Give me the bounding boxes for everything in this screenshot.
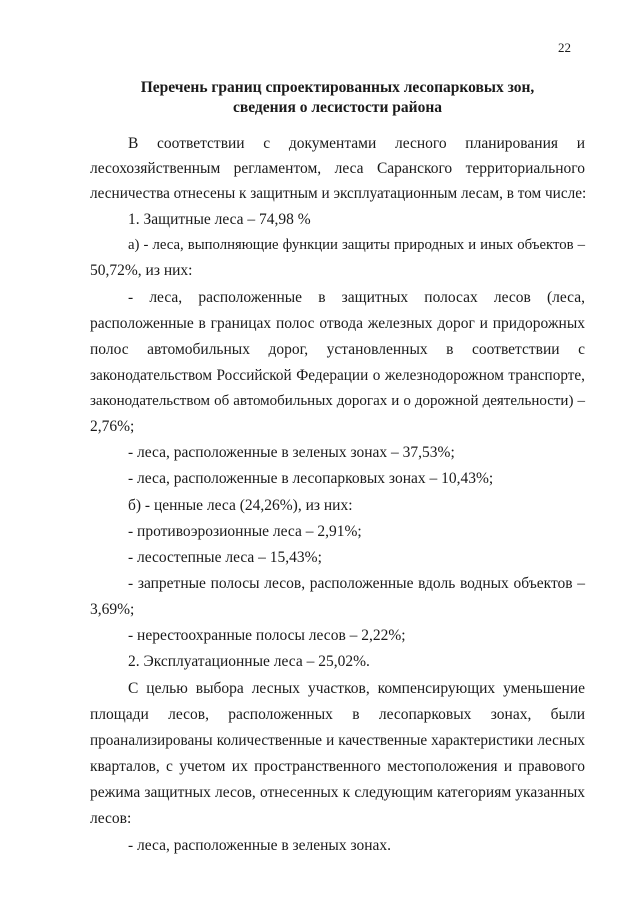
text-line: - лесостепные леса – 15,43%; (128, 549, 322, 566)
text-line: - нерестоохранные полосы лесов – 2,22%; (128, 627, 406, 644)
text-line: - противоэрозионные леса – 2,91%; (128, 523, 362, 540)
text-line: - леса, расположенные в зеленых зонах. (128, 837, 392, 854)
text-line: кварталов, с учетом их пространственного местоположения и правового (90, 758, 585, 775)
text-line: 50,72%, из них: (90, 262, 193, 279)
text-line: - леса, расположенные в лесопарковых зонах – 10,43%; (128, 470, 494, 487)
text-line: площади лесов, расположенных в лесопарковых зонах, были (90, 706, 585, 723)
text-line: режима защитных лесов, отнесенных к следующим категориям указанных (90, 784, 585, 801)
text-line: С целью выбора лесных участков, компенсирующих уменьшение (128, 680, 585, 697)
text-line: полос автомобильных дорог, установленных в соответствии с (90, 341, 585, 358)
text-line: 1. Защитные леса – 74,98 % (128, 211, 311, 228)
text-line: - запретные полосы лесов, расположенные вдоль водных объектов – (128, 575, 585, 592)
text-line: а) - леса, выполняющие функции защиты природных и иных объектов – (128, 237, 585, 253)
text-line: 2. Эксплуатационные леса – 25,02%. (128, 653, 370, 670)
text-line: 2,76%; (90, 418, 135, 435)
text-line: проанализированы количественные и качественные характеристики лесных (90, 732, 585, 749)
text-line: лесохозяйственным регламентом, леса Саранского территориального (90, 160, 585, 177)
document-title (90, 78, 585, 118)
page-number: 22 (558, 40, 571, 55)
title-line-2: сведения о лесистости района (232, 99, 443, 116)
text-line: лесов: (90, 810, 132, 827)
text-line: лесничества отнесены к защитным и эксплуатационным лесам, в том числе: (90, 185, 587, 202)
title-line-1: Перечень границ спроектированных лесопарковых зон, (140, 79, 535, 96)
text-line: 3,69%; (90, 601, 135, 618)
text-line: - леса, расположенные в зеленых зонах – 37,53%; (128, 444, 455, 461)
text-line: законодательством Российской Федерации о железнодорожном транспорте, (90, 367, 585, 384)
text-line: расположенные в границах полос отвода железных дорог и придорожных (90, 315, 585, 332)
text-line: В соответствии с документами лесного планирования и (128, 135, 585, 152)
text-line: - леса, расположенные в защитных полосах лесов (леса, (128, 289, 585, 306)
text-line: б) - ценные леса (24,26%), из них: (128, 497, 353, 514)
text-line: законодательством об автомобильных дорогах и о дорожной деятельности) – (90, 393, 585, 409)
